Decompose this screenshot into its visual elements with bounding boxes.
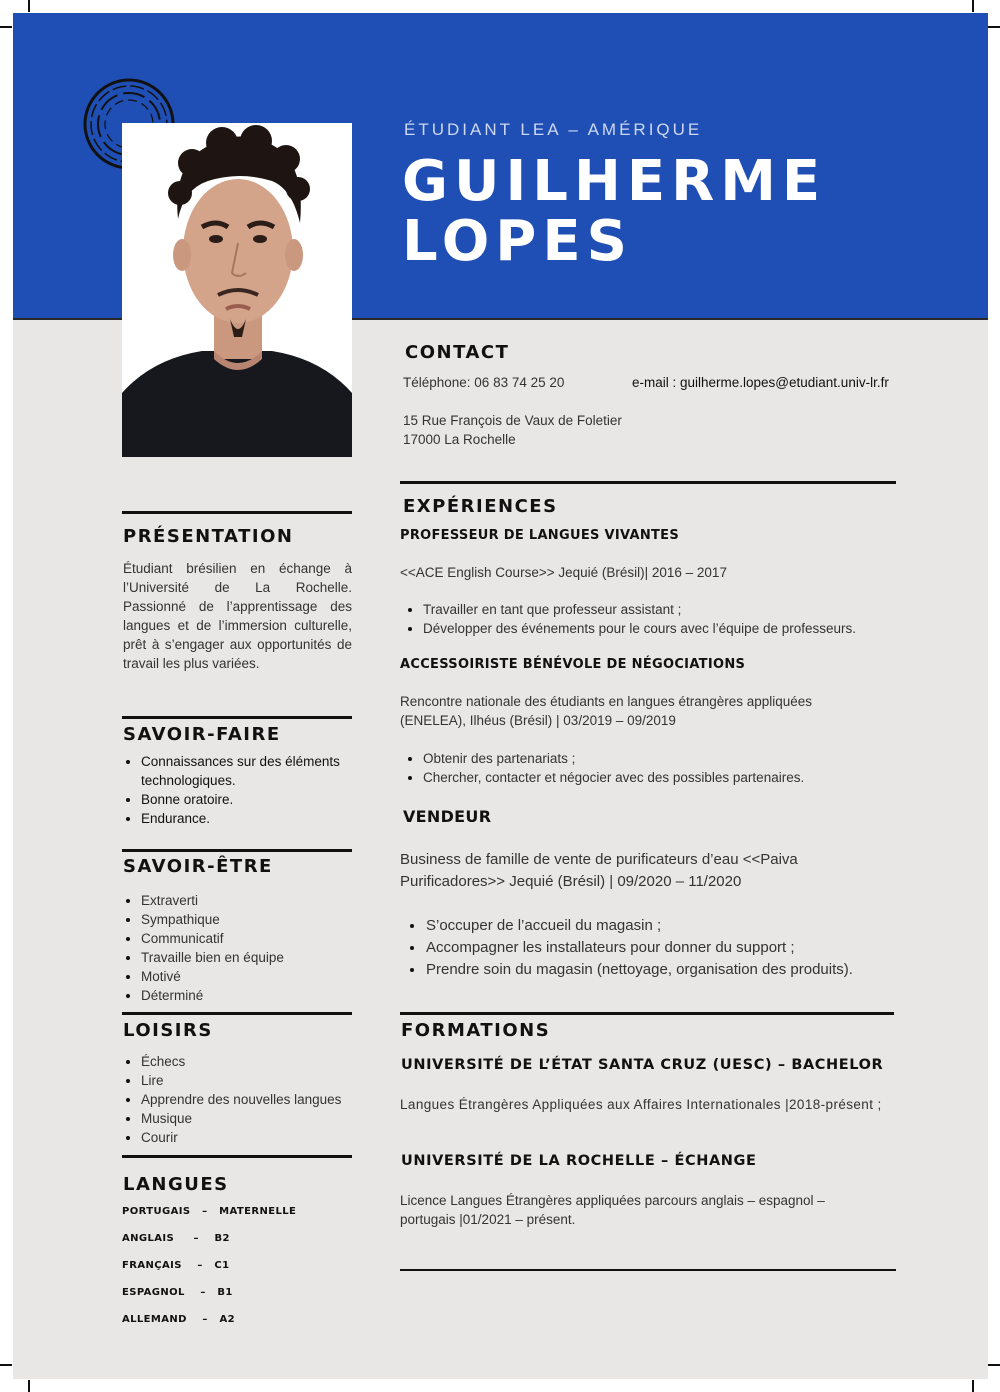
profile-photo <box>122 123 352 457</box>
job-details: Rencontre nationale des étudiants en langues étrangères appliquées (ENELEA), Ilhéus (Brésil) | 03/2019 – 09/2019 <box>400 694 813 728</box>
language-item: ESPAGNOL – B1 <box>122 1287 233 1298</box>
list-item: Obtenir des partenariats ; <box>404 749 894 768</box>
language-item: ANGLAIS – B2 <box>122 1233 230 1244</box>
list-item: Connaissances sur des éléments technologiques. <box>122 752 354 790</box>
job-details: Business de famille de vente de purificateurs d’eau <<Paiva Purificadores>> Jequié (Brésil) | 09/2020 – 11/2020 <box>400 851 798 890</box>
list-item: Communicatif <box>122 929 354 948</box>
presentation-heading: PRÉSENTATION <box>123 526 294 547</box>
crop-mark <box>988 1364 1000 1366</box>
list-item: Chercher, contacter et négocier avec des possibles partenaires. <box>404 768 894 787</box>
crop-mark <box>0 26 12 28</box>
crop-mark <box>972 1380 974 1392</box>
job-title: VENDEUR <box>403 807 492 826</box>
contact-address-line2: 17000 La Rochelle <box>403 432 516 447</box>
section-divider <box>122 511 352 514</box>
savoir-etre-heading: SAVOIR-ÊTRE <box>123 856 273 877</box>
job-bullets <box>406 915 900 981</box>
formation-title: UNIVERSITÉ DE L’ÉTAT SANTA CRUZ (UESC) – BACHELOR <box>401 1057 884 1073</box>
savoir-etre-list <box>122 891 354 1005</box>
contact-heading: CONTACT <box>405 342 510 363</box>
list-item: Travaille bien en équipe <box>122 948 354 967</box>
crop-mark <box>28 1380 30 1392</box>
list-item: Extraverti <box>122 891 354 910</box>
section-divider <box>400 1012 894 1015</box>
formation-details: Licence Langues Étrangères appliquées parcours anglais – espagnol – portugais |01/2021 – présent. <box>400 1193 825 1227</box>
savoir-faire-list <box>122 752 354 828</box>
loisirs-list <box>122 1052 354 1147</box>
contact-email[interactable]: e-mail : guilherme.lopes@etudiant.univ-lr.fr <box>632 375 889 390</box>
section-divider <box>400 481 896 484</box>
section-divider <box>122 1155 352 1158</box>
job-title: PROFESSEUR DE LANGUES VIVANTES <box>400 528 680 543</box>
list-item: Travailler en tant que professeur assistant ; <box>404 600 894 619</box>
language-item: FRANÇAIS – C1 <box>122 1260 230 1271</box>
job-bullets <box>404 600 894 638</box>
list-item: Courir <box>122 1128 354 1147</box>
formation-title: UNIVERSITÉ DE LA ROCHELLE – ÉCHANGE <box>401 1153 757 1169</box>
list-item: Motivé <box>122 967 354 986</box>
section-divider <box>122 716 352 719</box>
section-divider <box>122 1012 352 1015</box>
list-item: Développer des événements pour le cours avec l’équipe de professeurs. <box>404 619 894 638</box>
language-item: PORTUGAIS – MATERNELLE <box>122 1206 297 1217</box>
list-item: Apprendre des nouvelles langues <box>122 1090 354 1109</box>
experiences-heading: EXPÉRIENCES <box>403 496 558 517</box>
formation-details: Langues Étrangères Appliquées aux Affaires Internationales |2018-présent ; <box>400 1097 882 1112</box>
job-details: <<ACE English Course>> Jequié (Brésil)| 2016 – 2017 <box>400 565 727 580</box>
first-name: GUILHERME <box>402 149 827 214</box>
list-item: Lire <box>122 1071 354 1090</box>
candidate-name <box>402 149 827 274</box>
list-item: Échecs <box>122 1052 354 1071</box>
loisirs-heading: LOISIRS <box>123 1020 213 1041</box>
list-item: Bonne oratoire. <box>122 790 354 809</box>
language-item: ALLEMAND – A2 <box>122 1314 235 1325</box>
list-item: Déterminé <box>122 986 354 1005</box>
contact-address-line1: 15 Rue François de Vaux de Foletier <box>403 413 622 428</box>
crop-mark <box>0 1364 12 1366</box>
savoir-faire-heading: SAVOIR-FAIRE <box>123 724 281 745</box>
job-subtitle: ÉTUDIANT LEA – AMÉRIQUE <box>404 120 703 139</box>
langues-heading: LANGUES <box>123 1174 229 1195</box>
list-item: S’occuper de l’accueil du magasin ; <box>406 915 900 937</box>
crop-mark <box>988 26 1000 28</box>
list-item: Sympathique <box>122 910 354 929</box>
last-name: LOPES <box>402 209 633 274</box>
formations-heading: FORMATIONS <box>401 1020 551 1041</box>
section-divider <box>400 1269 896 1271</box>
job-title: ACCESSOIRISTE BÉNÉVOLE DE NÉGOCIATIONS <box>400 657 746 672</box>
list-item: Prendre soin du magasin (nettoyage, organisation des produits). <box>406 959 900 981</box>
contact-phone: Téléphone: 06 83 74 25 20 <box>403 375 565 390</box>
list-item: Musique <box>122 1109 354 1128</box>
presentation-text: Étudiant brésilien en échange à l’Université de La Rochelle. Passionné de l’apprentissage des langues et de l’immersion culturelle, prêt à s’engager aux opportunités de travail les plus variées. <box>123 561 352 671</box>
list-item: Accompagner les installateurs pour donner du support ; <box>406 937 900 959</box>
list-item: Endurance. <box>122 809 354 828</box>
crop-mark <box>972 0 974 12</box>
section-divider <box>122 849 352 852</box>
job-bullets <box>404 749 894 787</box>
crop-mark <box>28 0 30 12</box>
